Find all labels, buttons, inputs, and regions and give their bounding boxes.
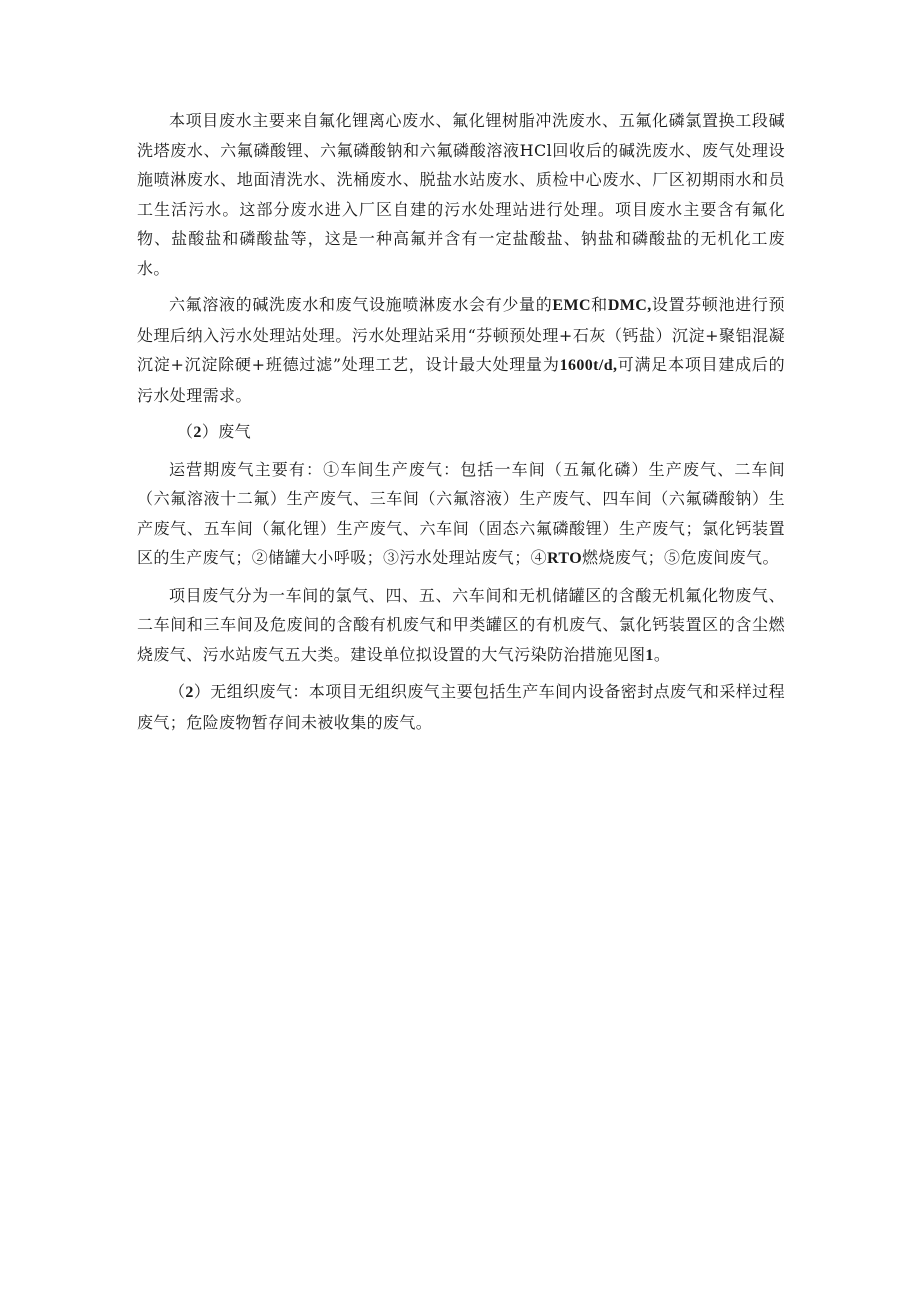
paragraph-text: 六氟溶液的碱洗废水和废气设施喷淋废水会有少量的 [169,295,553,314]
paragraph-wastewater-sources [137,106,785,283]
paragraph-text: 项目废气分为一车间的氯气、四、五、六车间和无机储罐区的含酸无机氟化物废气、二车间和三车间及危废间的含酸有机废气和甲类罐区的有机废气、氯化钙装置区的含尘燃烧废气、污水站废气五大类。建设单位拟设置的大气污染防治措施见图 [137,585,785,664]
heading-number: 2 [185,684,194,701]
term-dmc: DMC, [607,297,652,314]
capacity-value: 1600t/d, [559,357,618,374]
paragraph-wastewater-treatment [137,290,785,410]
paragraph-text: 可满足本项目建成后的污水处理需求。 [137,355,785,405]
heading-bracket-close: ） [201,422,219,441]
heading-text: 废气 [218,422,252,441]
paragraph-text: 本项目废水主要来自氟化锂离心废水、氟化锂树脂冲洗废水、五氟化磷氯置换工段碱洗塔废水、六氟磷酸锂、六氟磷酸钠和六氟磷酸溶液HCl回收后的碱洗废水、废气处理设施喷淋废水、地面清洗水、洗桶废水、脱盐水站废水、质检中心废水、厂区初期雨水和员工生活污水。这部分废水进入厂区自建的污水处理站进行处理。项目废水主要含有氟化物、盐酸盐和磷酸盐等，这是一种高氟并含有一定盐酸盐、钠盐和磷酸盐的无机化工废水。 [137,111,785,278]
paragraph-exhaust-sources [137,455,785,574]
figure-reference: 1 [645,646,654,664]
paragraph-text: 。 [653,644,671,664]
paragraph-text: 设置芬顿池进行预处理后纳入污水处理站处理。污水处理站采用“芬顿预处理+石灰（钙盐）沉淀+聚铝混凝沉淀+沉淀除硬+班德过滤”处理工艺，设计最大处理量为 [137,295,786,374]
heading-bracket-open: （ [177,422,194,441]
term-emc: EMC [552,297,591,314]
heading-bracket-close: ） [193,682,211,701]
paragraph-text: 运营期废气主要有：①车间生产废气：包括一车间（五氟化磷）生产废气、二车间（六氟溶液十二氟）生产废气、三车间（六氟溶液）生产废气、四车间（六氟磷酸钠）生产废气、五车间（氟化锂）生产废气、六车间（固态六氟磷酸锂）生产废气；氯化钙装置区的生产废气；②储罐大小呼吸；③污水处理站废气；④ [137,459,785,567]
section-heading-exhaust [137,417,785,448]
paragraph-fugitive-exhaust [137,677,785,737]
heading-bracket-open: （ [169,682,186,701]
paragraph-exhaust-categories [137,581,785,671]
paragraph-text: 无组织废气：本项目无组织废气主要包括生产车间内设备密封点废气和采样过程废气；危险废物暂存间未被收集的废气。 [137,682,785,732]
paragraph-text: 燃烧废气；⑤危废间废气。 [582,548,779,567]
paragraph-text: 和 [590,295,608,314]
document-body [137,106,785,744]
heading-number: 2 [193,424,202,441]
term-rto: RTO [547,550,583,567]
